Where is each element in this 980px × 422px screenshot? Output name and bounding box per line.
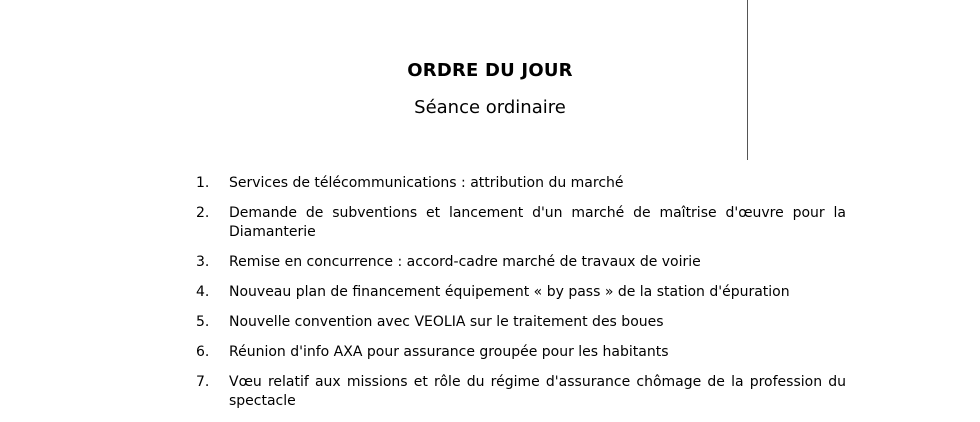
agenda-item-text: Nouveau plan de financement équipement « by pass » de la station d'épuration bbox=[229, 284, 790, 300]
agenda-item bbox=[196, 343, 846, 362]
agenda-item bbox=[196, 204, 846, 242]
agenda-item-text: Remise en concurrence : accord-cadre marché de travaux de voirie bbox=[229, 254, 701, 270]
agenda-item bbox=[196, 174, 846, 193]
agenda-item-text: Nouvelle convention avec VEOLIA sur le traitement des boues bbox=[229, 314, 664, 330]
agenda-item-number: 3. bbox=[196, 254, 210, 270]
agenda-item bbox=[196, 373, 846, 411]
agenda-item-number: 6. bbox=[196, 344, 210, 360]
agenda-item-text: Services de télécommunications : attribution du marché bbox=[229, 175, 624, 191]
agenda-item-number: 4. bbox=[196, 284, 210, 300]
agenda-item-number: 5. bbox=[196, 314, 210, 330]
agenda-item-text: Vœu relatif aux missions et rôle du régime d'assurance chômage de la profession du spectacle bbox=[229, 374, 846, 409]
page-title: ORDRE DU JOUR bbox=[407, 60, 573, 81]
agenda-item bbox=[196, 253, 846, 272]
agenda-item-number: 7. bbox=[196, 374, 210, 390]
page-subtitle: Séance ordinaire bbox=[414, 97, 566, 118]
agenda-item-text: Réunion d'info AXA pour assurance groupée pour les habitants bbox=[229, 344, 669, 360]
agenda-item bbox=[196, 283, 846, 302]
agenda-list bbox=[196, 174, 846, 422]
agenda-item-number: 2. bbox=[196, 205, 210, 221]
agenda-item-text: Demande de subventions et lancement d'un marché de maîtrise d'œuvre pour la Diamanterie bbox=[229, 205, 846, 240]
agenda-item-number: 1. bbox=[196, 175, 210, 191]
agenda-item bbox=[196, 313, 846, 332]
